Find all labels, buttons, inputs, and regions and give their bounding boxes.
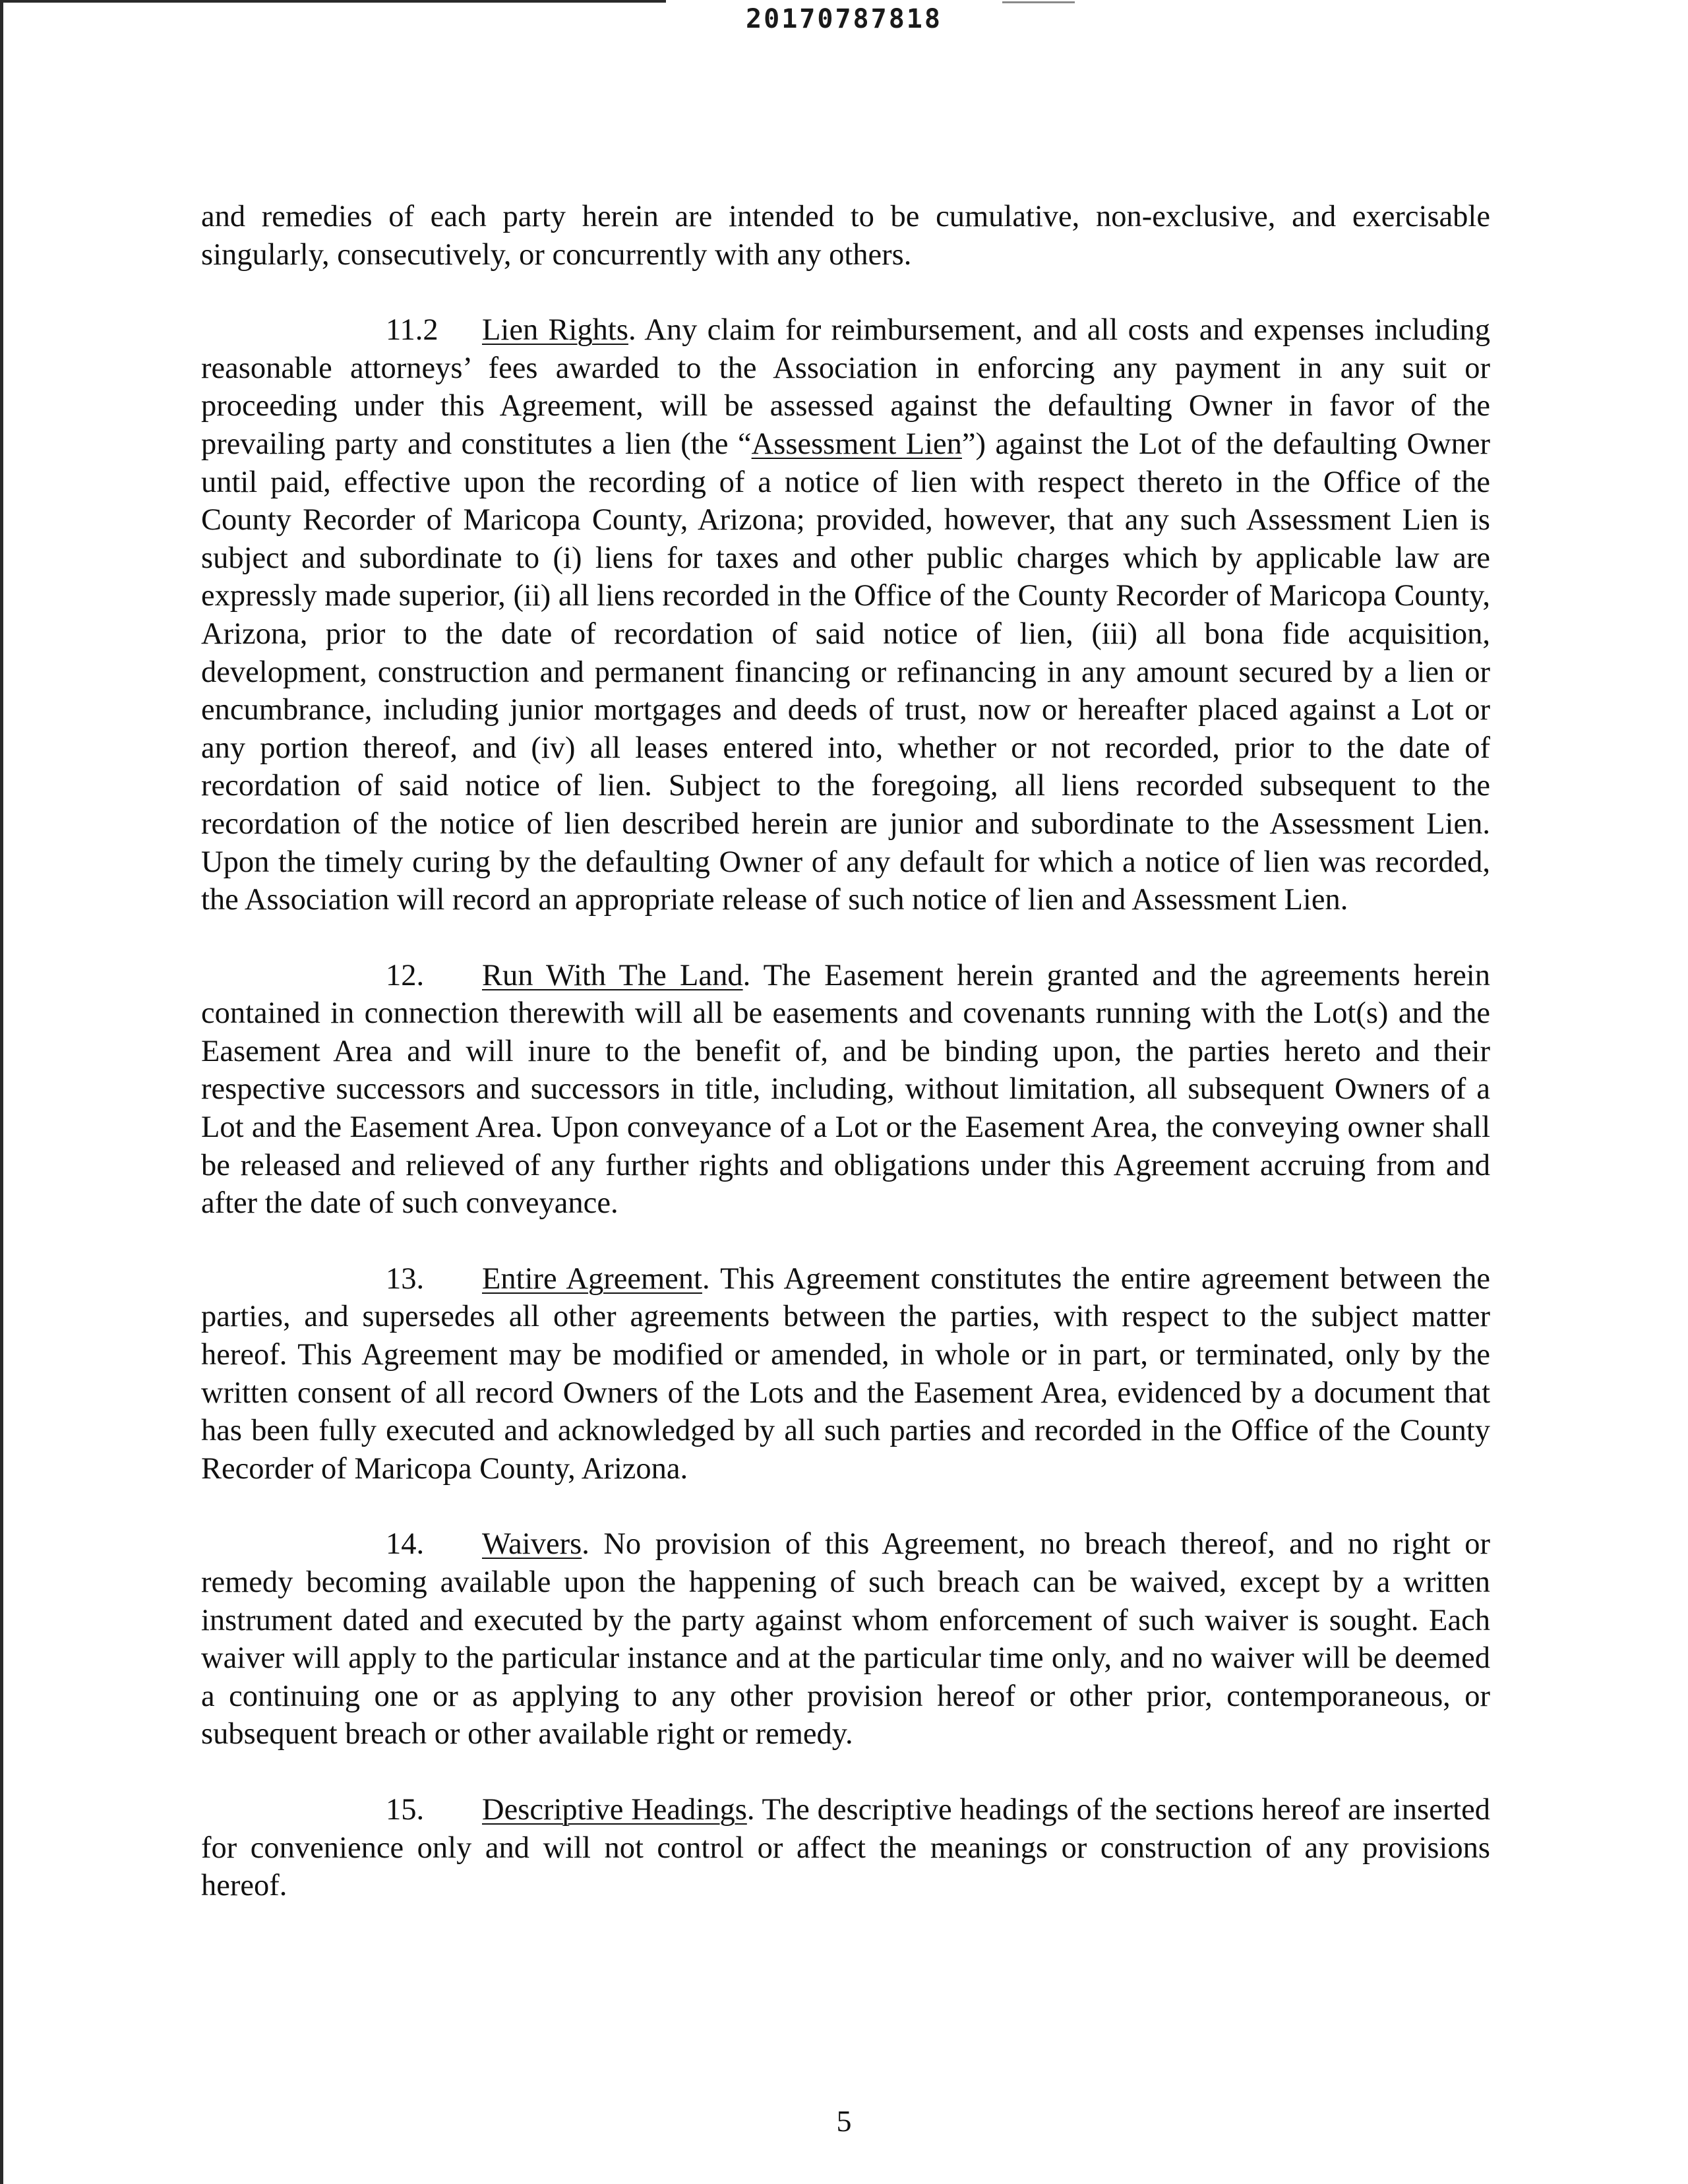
section-text: . This Agreement constitutes the entire agreement between the parties, and supersedes all other agreements between the parties, with respect to the subject matter hereof. This Agreement may be modified or amended, in whole or in part, or terminated, only by the written consent of all record Owners of the Lots and the Easement Area, evidenced by a document that has been fully executed and acknowledged by all such parties and recorded in the Office of the County Recorder of Maricopa County, Arizona. — [201, 1261, 1491, 1486]
section-text: . Any claim for reimbursement, and all costs and expenses including reasonable attorneys’ fees awarded to the Association in enforcing any payment in any suit or proceeding under this Agreement, will be assessed against the defaulting Owner in favor of the prevailing party and constitutes a lien (the “ — [201, 313, 1490, 461]
section-text: . No provision of this Agreement, no breach thereof, and no right or remedy becoming available upon the happening of such breach can be waived, except by a written instrument dated and executed by the party against whom enforcement of such waiver is sought. Each waiver will apply to the particular instance and at the particular time only, and no waiver will be deemed a continuing one or as applying to any other provision hereof or other prior, contemporaneous, or subsequent breach or other available right or remedy. — [201, 1527, 1490, 1751]
section-13 — [201, 1260, 1490, 1488]
section-text: . The descriptive headings of the sections hereof are inserted for convenience only and will not control or affect the meanings or construction of any provisions hereof. — [201, 1792, 1490, 1903]
section-number: 12. — [386, 958, 425, 992]
section-heading: Entire Agreement — [482, 1261, 702, 1296]
section-number: 14. — [386, 1527, 425, 1562]
recording-number: 20170787818 — [746, 4, 942, 34]
section-14 — [201, 1525, 1490, 1753]
continued-text: and remedies of each party herein are intended to be cumulative, non-exclusive, and exercisable singularly, consecutively, or concurrently with any others. — [201, 200, 1490, 272]
document-body — [201, 198, 1490, 1943]
scan-mark — [1002, 1, 1075, 3]
section-heading: Lien Rights — [482, 313, 628, 348]
section-text-continued: ”) against the Lot of the defaulting Owner until paid, effective upon the recording of a notice of lien with respect thereto in the Office of the County Recorder of Maricopa County, Arizona; provided, however, that any such Assessment Lien is subject and subordinate to (i) liens for taxes and other public charges which by applicable law are expressly made superior, (ii) all liens recorded in the Office of the County Recorder of Maricopa County, Arizona, prior to the date of recordation of said notice of lien, (iii) all bona fide acquisition, development, construction and permanent financing or refinancing in any amount secured by a lien or encumbrance, including junior mortgages and deeds of trust, now or hereafter placed against a Lot or any portion thereof, and (iv) all leases entered into, whether or not recorded, prior to the date of recordation of said notice of lien. Subject to the foregoing, all liens recorded subsequent to the recordation of the notice of lien described herein are junior and subordinate to the Assessment Lien. Upon the timely curing by the defaulting Owner of any default for which a notice of lien was recorded, the Association will record an appropriate release of such notice of lien and Assessment Lien. — [201, 427, 1490, 917]
section-heading: Descriptive Headings — [482, 1792, 747, 1827]
scan-border-top — [0, 0, 666, 3]
section-heading: Waivers — [482, 1527, 582, 1562]
section-heading: Run With The Land — [482, 958, 743, 992]
section-number: 11.2 — [386, 313, 438, 348]
page-number: 5 — [836, 2104, 852, 2138]
section-number: 13. — [386, 1261, 425, 1296]
scan-border-left — [0, 0, 3, 2184]
continued-paragraph — [201, 198, 1490, 274]
defined-term: Assessment Lien — [751, 427, 962, 461]
section-12 — [201, 957, 1490, 1223]
section-text: . The Easement herein granted and the agreements herein contained in connection therewith will all be easements and covenants running with the Lot(s) and the Easement Area and will inure to the benefit of, and be binding upon, the parties hereto and their respective successors and successors in title, including, without limitation, all subsequent Owners of a Lot and the Easement Area. Upon conveyance of a Lot or the Easement Area, the conveying owner shall be released and relieved of any further rights and obligations under this Agreement accruing from and after the date of such conveyance. — [201, 958, 1490, 1221]
section-number: 15. — [386, 1792, 425, 1827]
section-11-2 — [201, 311, 1490, 919]
section-15 — [201, 1791, 1490, 1905]
